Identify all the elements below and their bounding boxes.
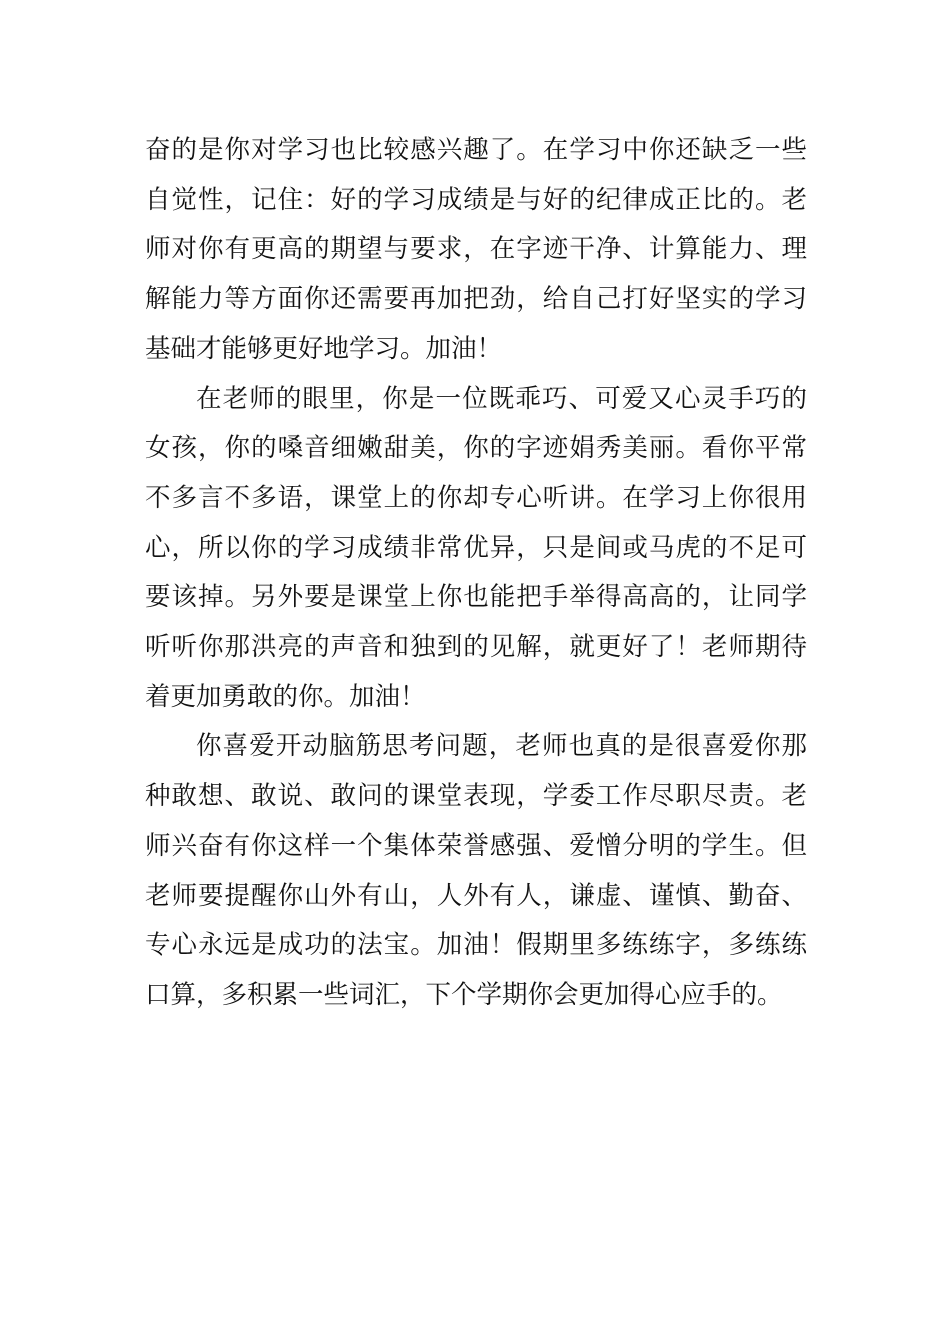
paragraph-1: 奋的是你对学习也比较感兴趣了。在学习中你还缺乏一些自觉性，记住：好的学习成绩是与好的纪律成正比的。老师对你有更高的期望与要求，在字迹干净、计算能力、理解能力等方面你还需要再加把劲，给自己打好坚实的学习基础才能够更好地学习。加油！ <box>145 135 807 364</box>
paragraph-3: 你喜爱开动脑筋思考问题，老师也真的是很喜爱你那种敢想、敢说、敢问的课堂表现，学委工作尽职尽责。老师兴奋有你这样一个集体荣誉感强、爱憎分明的学生。但老师要提醒你山外有山，人外有人，谦虚、谨慎、勤奋、专心永远是成功的法宝。加油！假期里多练练字，多练练口算，多积累一些词汇，下个学期你会更加得心应手的。 <box>145 731 807 1010</box>
document-body <box>145 126 807 1021</box>
paragraph-2: 在老师的眼里，你是一位既乖巧、可爱又心灵手巧的女孩，你的嗓音细嫩甜美，你的字迹娟秀美丽。看你平常不多言不多语，课堂上的你却专心听讲。在学习上你很用心，所以你的学习成绩非常优异，只是间或马虎的不足可要该掉。另外要是课堂上你也能把手举得高高的，让同学听听你那洪亮的声音和独到的见解，就更好了！老师期待着更加勇敢的你。加油！ <box>145 383 807 712</box>
